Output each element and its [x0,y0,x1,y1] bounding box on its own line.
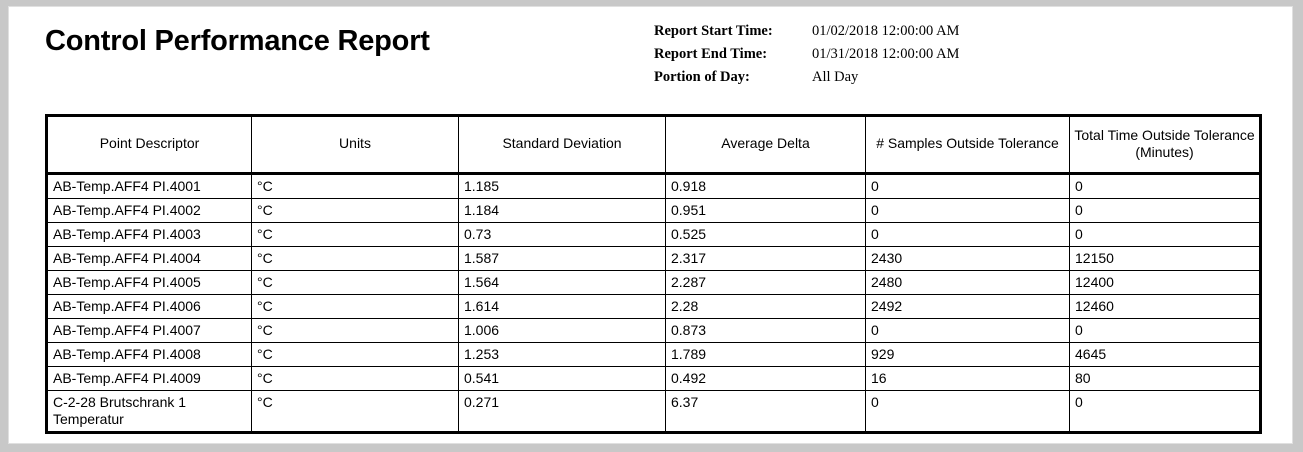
table-row [47,319,1261,343]
table-row [47,295,1261,319]
meta-label-start-time: Report Start Time: [654,23,773,39]
cell-point-descriptor: AB-Temp.AFF4 PI.4006 [47,295,252,319]
cell-point-descriptor: AB-Temp.AFF4 PI.4008 [47,343,252,367]
cell-average-delta: 0.951 [666,199,866,223]
column-header-samples-outside-tolerance: # Samples Outside Tolerance [866,116,1070,174]
table-header-row [47,116,1261,174]
cell-standard-deviation: 1.185 [459,174,666,199]
table-row [47,199,1261,223]
cell-total-time-outside-tolerance: 12400 [1070,271,1261,295]
cell-total-time-outside-tolerance: 0 [1070,391,1261,433]
meta-row-start-time [654,23,959,46]
report-table [45,114,1262,434]
cell-samples-outside-tolerance: 0 [866,174,1070,199]
table-row [47,391,1261,433]
cell-units: °C [252,199,459,223]
cell-standard-deviation: 0.271 [459,391,666,433]
cell-total-time-outside-tolerance: 0 [1070,174,1261,199]
cell-standard-deviation: 1.184 [459,199,666,223]
report-meta [654,23,959,92]
cell-samples-outside-tolerance: 929 [866,343,1070,367]
cell-standard-deviation: 1.253 [459,343,666,367]
table-row [47,367,1261,391]
cell-units: °C [252,271,459,295]
cell-point-descriptor: AB-Temp.AFF4 PI.4001 [47,174,252,199]
table-row [47,271,1261,295]
meta-label-end-time: Report End Time: [654,46,768,62]
cell-average-delta: 2.28 [666,295,866,319]
cell-samples-outside-tolerance: 0 [866,199,1070,223]
cell-standard-deviation: 0.73 [459,223,666,247]
cell-average-delta: 2.287 [666,271,866,295]
cell-average-delta: 0.918 [666,174,866,199]
table-row [47,174,1261,199]
report-page [8,6,1293,444]
cell-standard-deviation: 1.587 [459,247,666,271]
cell-total-time-outside-tolerance: 0 [1070,319,1261,343]
cell-point-descriptor: AB-Temp.AFF4 PI.4003 [47,223,252,247]
column-header-average-delta: Average Delta [666,116,866,174]
cell-total-time-outside-tolerance: 80 [1070,367,1261,391]
cell-point-descriptor: AB-Temp.AFF4 PI.4005 [47,271,252,295]
table-row [47,247,1261,271]
cell-total-time-outside-tolerance: 0 [1070,223,1261,247]
cell-total-time-outside-tolerance: 0 [1070,199,1261,223]
meta-value-portion-of-day: All Day [812,69,859,85]
cell-standard-deviation: 1.006 [459,319,666,343]
meta-row-portion-of-day [654,69,959,92]
meta-row-end-time [654,46,959,69]
cell-average-delta: 6.37 [666,391,866,433]
cell-standard-deviation: 1.564 [459,271,666,295]
cell-average-delta: 0.873 [666,319,866,343]
column-header-units: Units [252,116,459,174]
cell-units: °C [252,391,459,433]
cell-samples-outside-tolerance: 0 [866,391,1070,433]
cell-samples-outside-tolerance: 2480 [866,271,1070,295]
meta-value-end-time: 01/31/2018 12:00:00 AM [812,46,960,62]
table-row [47,343,1261,367]
column-header-point-descriptor: Point Descriptor [47,116,252,174]
cell-standard-deviation: 0.541 [459,367,666,391]
cell-point-descriptor: AB-Temp.AFF4 PI.4002 [47,199,252,223]
cell-samples-outside-tolerance: 0 [866,319,1070,343]
cell-samples-outside-tolerance: 0 [866,223,1070,247]
cell-units: °C [252,319,459,343]
cell-standard-deviation: 1.614 [459,295,666,319]
cell-point-descriptor: AB-Temp.AFF4 PI.4007 [47,319,252,343]
cell-average-delta: 0.525 [666,223,866,247]
cell-units: °C [252,343,459,367]
column-header-standard-deviation: Standard Deviation [459,116,666,174]
cell-average-delta: 2.317 [666,247,866,271]
meta-value-start-time: 01/02/2018 12:00:00 AM [812,23,960,39]
cell-units: °C [252,247,459,271]
cell-units: °C [252,367,459,391]
cell-units: °C [252,295,459,319]
cell-point-descriptor: AB-Temp.AFF4 PI.4004 [47,247,252,271]
cell-units: °C [252,174,459,199]
cell-point-descriptor: AB-Temp.AFF4 PI.4009 [47,367,252,391]
cell-average-delta: 1.789 [666,343,866,367]
report-table-wrap [45,114,1259,434]
table-row [47,223,1261,247]
cell-samples-outside-tolerance: 16 [866,367,1070,391]
cell-total-time-outside-tolerance: 4645 [1070,343,1261,367]
cell-average-delta: 0.492 [666,367,866,391]
column-header-total-time-outside-tolerance: Total Time Outside Tolerance (Minutes) [1070,116,1261,174]
cell-point-descriptor: C-2-28 Brutschrank 1 Temperatur [47,391,252,433]
meta-label-portion-of-day: Portion of Day: [654,69,750,85]
report-header [9,7,1292,99]
cell-samples-outside-tolerance: 2492 [866,295,1070,319]
page-title: Control Performance Report [45,25,430,57]
cell-units: °C [252,223,459,247]
table-body [47,174,1261,433]
cell-total-time-outside-tolerance: 12460 [1070,295,1261,319]
cell-total-time-outside-tolerance: 12150 [1070,247,1261,271]
cell-samples-outside-tolerance: 2430 [866,247,1070,271]
